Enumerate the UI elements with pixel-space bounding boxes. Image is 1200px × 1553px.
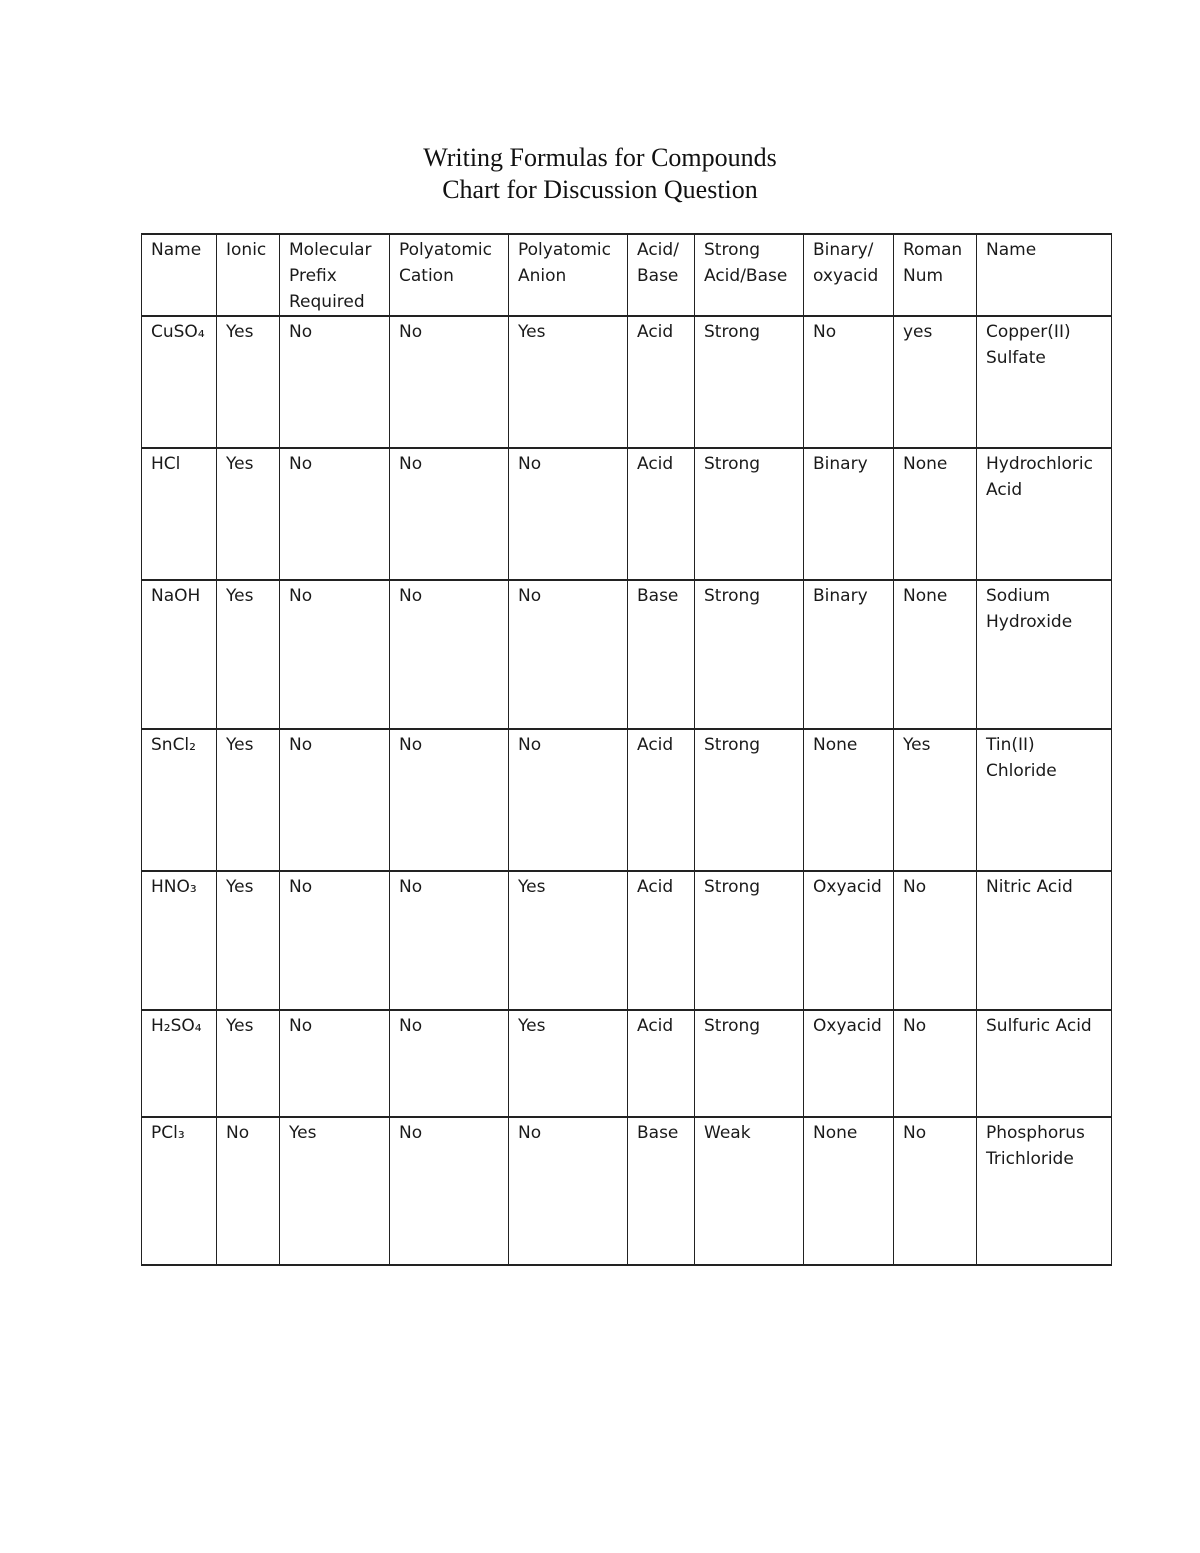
header-roman-num: Roman Num [894,234,977,316]
cell-strength: Strong [695,729,804,871]
cell-acid-base: Acid [628,1010,695,1117]
cell-ionic: Yes [217,871,280,1010]
cell-strength: Strong [695,871,804,1010]
table-row [142,580,1112,729]
cell-binary-oxyacid: Oxyacid [804,1010,894,1117]
cell-compound-name: Sulfuric Acid [977,1010,1112,1117]
cell-roman-num: Yes [894,729,977,871]
header-ionic: Ionic [217,234,280,316]
cell-formula: HNO₃ [142,871,217,1010]
compounds-table [141,233,1112,1266]
cell-acid-base: Base [628,1117,695,1265]
header-name: Name [142,234,217,316]
cell-roman-num: No [894,1117,977,1265]
cell-strength: Strong [695,316,804,448]
cell-acid-base: Acid [628,448,695,580]
table-row [142,316,1112,448]
cell-polyatomic-cation: No [390,1010,509,1117]
cell-ionic: No [217,1117,280,1265]
cell-molecular-prefix: No [280,1010,390,1117]
cell-acid-base: Base [628,580,695,729]
cell-binary-oxyacid: Binary [804,580,894,729]
cell-polyatomic-anion: Yes [509,871,628,1010]
cell-binary-oxyacid: None [804,1117,894,1265]
cell-acid-base: Acid [628,316,695,448]
cell-binary-oxyacid: No [804,316,894,448]
document-title [0,142,1200,206]
cell-polyatomic-cation: No [390,316,509,448]
cell-roman-num: No [894,1010,977,1117]
cell-binary-oxyacid: None [804,729,894,871]
table-row [142,729,1112,871]
cell-molecular-prefix: No [280,871,390,1010]
cell-polyatomic-cation: No [390,871,509,1010]
cell-formula: HCl [142,448,217,580]
cell-compound-name: Sodium Hydroxide [977,580,1112,729]
cell-ionic: Yes [217,448,280,580]
cell-roman-num: None [894,448,977,580]
header-binary-oxyacid: Binary/ oxyacid [804,234,894,316]
cell-formula: PCl₃ [142,1117,217,1265]
cell-polyatomic-anion: Yes [509,316,628,448]
cell-binary-oxyacid: Binary [804,448,894,580]
cell-polyatomic-cation: No [390,1117,509,1265]
cell-polyatomic-cation: No [390,580,509,729]
cell-compound-name: Hydrochloric Acid [977,448,1112,580]
cell-ionic: Yes [217,1010,280,1117]
cell-roman-num: yes [894,316,977,448]
cell-strength: Strong [695,448,804,580]
cell-formula: NaOH [142,580,217,729]
title-line-2: Chart for Discussion Question [442,175,758,204]
cell-ionic: Yes [217,729,280,871]
cell-binary-oxyacid: Oxyacid [804,871,894,1010]
cell-acid-base: Acid [628,729,695,871]
header-acid-base: Acid/ Base [628,234,695,316]
cell-ionic: Yes [217,580,280,729]
cell-polyatomic-cation: No [390,448,509,580]
cell-compound-name: Copper(II) Sulfate [977,316,1112,448]
cell-strength: Strong [695,1010,804,1117]
cell-strength: Strong [695,580,804,729]
cell-molecular-prefix: No [280,729,390,871]
cell-polyatomic-cation: No [390,729,509,871]
cell-compound-name: Tin(II) Chloride [977,729,1112,871]
cell-molecular-prefix: Yes [280,1117,390,1265]
cell-polyatomic-anion: No [509,448,628,580]
cell-polyatomic-anion: No [509,1117,628,1265]
table-row [142,871,1112,1010]
cell-polyatomic-anion: No [509,580,628,729]
cell-strength: Weak [695,1117,804,1265]
header-strong-acid-base: Strong Acid/Base [695,234,804,316]
cell-compound-name: Nitric Acid [977,871,1112,1010]
table-row [142,448,1112,580]
cell-formula: SnCl₂ [142,729,217,871]
cell-molecular-prefix: No [280,580,390,729]
header-compound-name: Name [977,234,1112,316]
cell-polyatomic-anion: No [509,729,628,871]
cell-formula: H₂SO₄ [142,1010,217,1117]
cell-molecular-prefix: No [280,316,390,448]
cell-roman-num: None [894,580,977,729]
cell-molecular-prefix: No [280,448,390,580]
cell-formula: CuSO₄ [142,316,217,448]
table-row [142,1117,1112,1265]
title-line-1: Writing Formulas for Compounds [423,143,777,172]
table-row [142,1010,1112,1117]
cell-ionic: Yes [217,316,280,448]
cell-roman-num: No [894,871,977,1010]
header-polyatomic-anion: Polyatomic Anion [509,234,628,316]
cell-polyatomic-anion: Yes [509,1010,628,1117]
header-molecular-prefix: Molecular Prefix Required [280,234,390,316]
header-polyatomic-cation: Polyatomic Cation [390,234,509,316]
table-header-row [142,234,1112,316]
cell-acid-base: Acid [628,871,695,1010]
cell-compound-name: Phosphorus Trichloride [977,1117,1112,1265]
